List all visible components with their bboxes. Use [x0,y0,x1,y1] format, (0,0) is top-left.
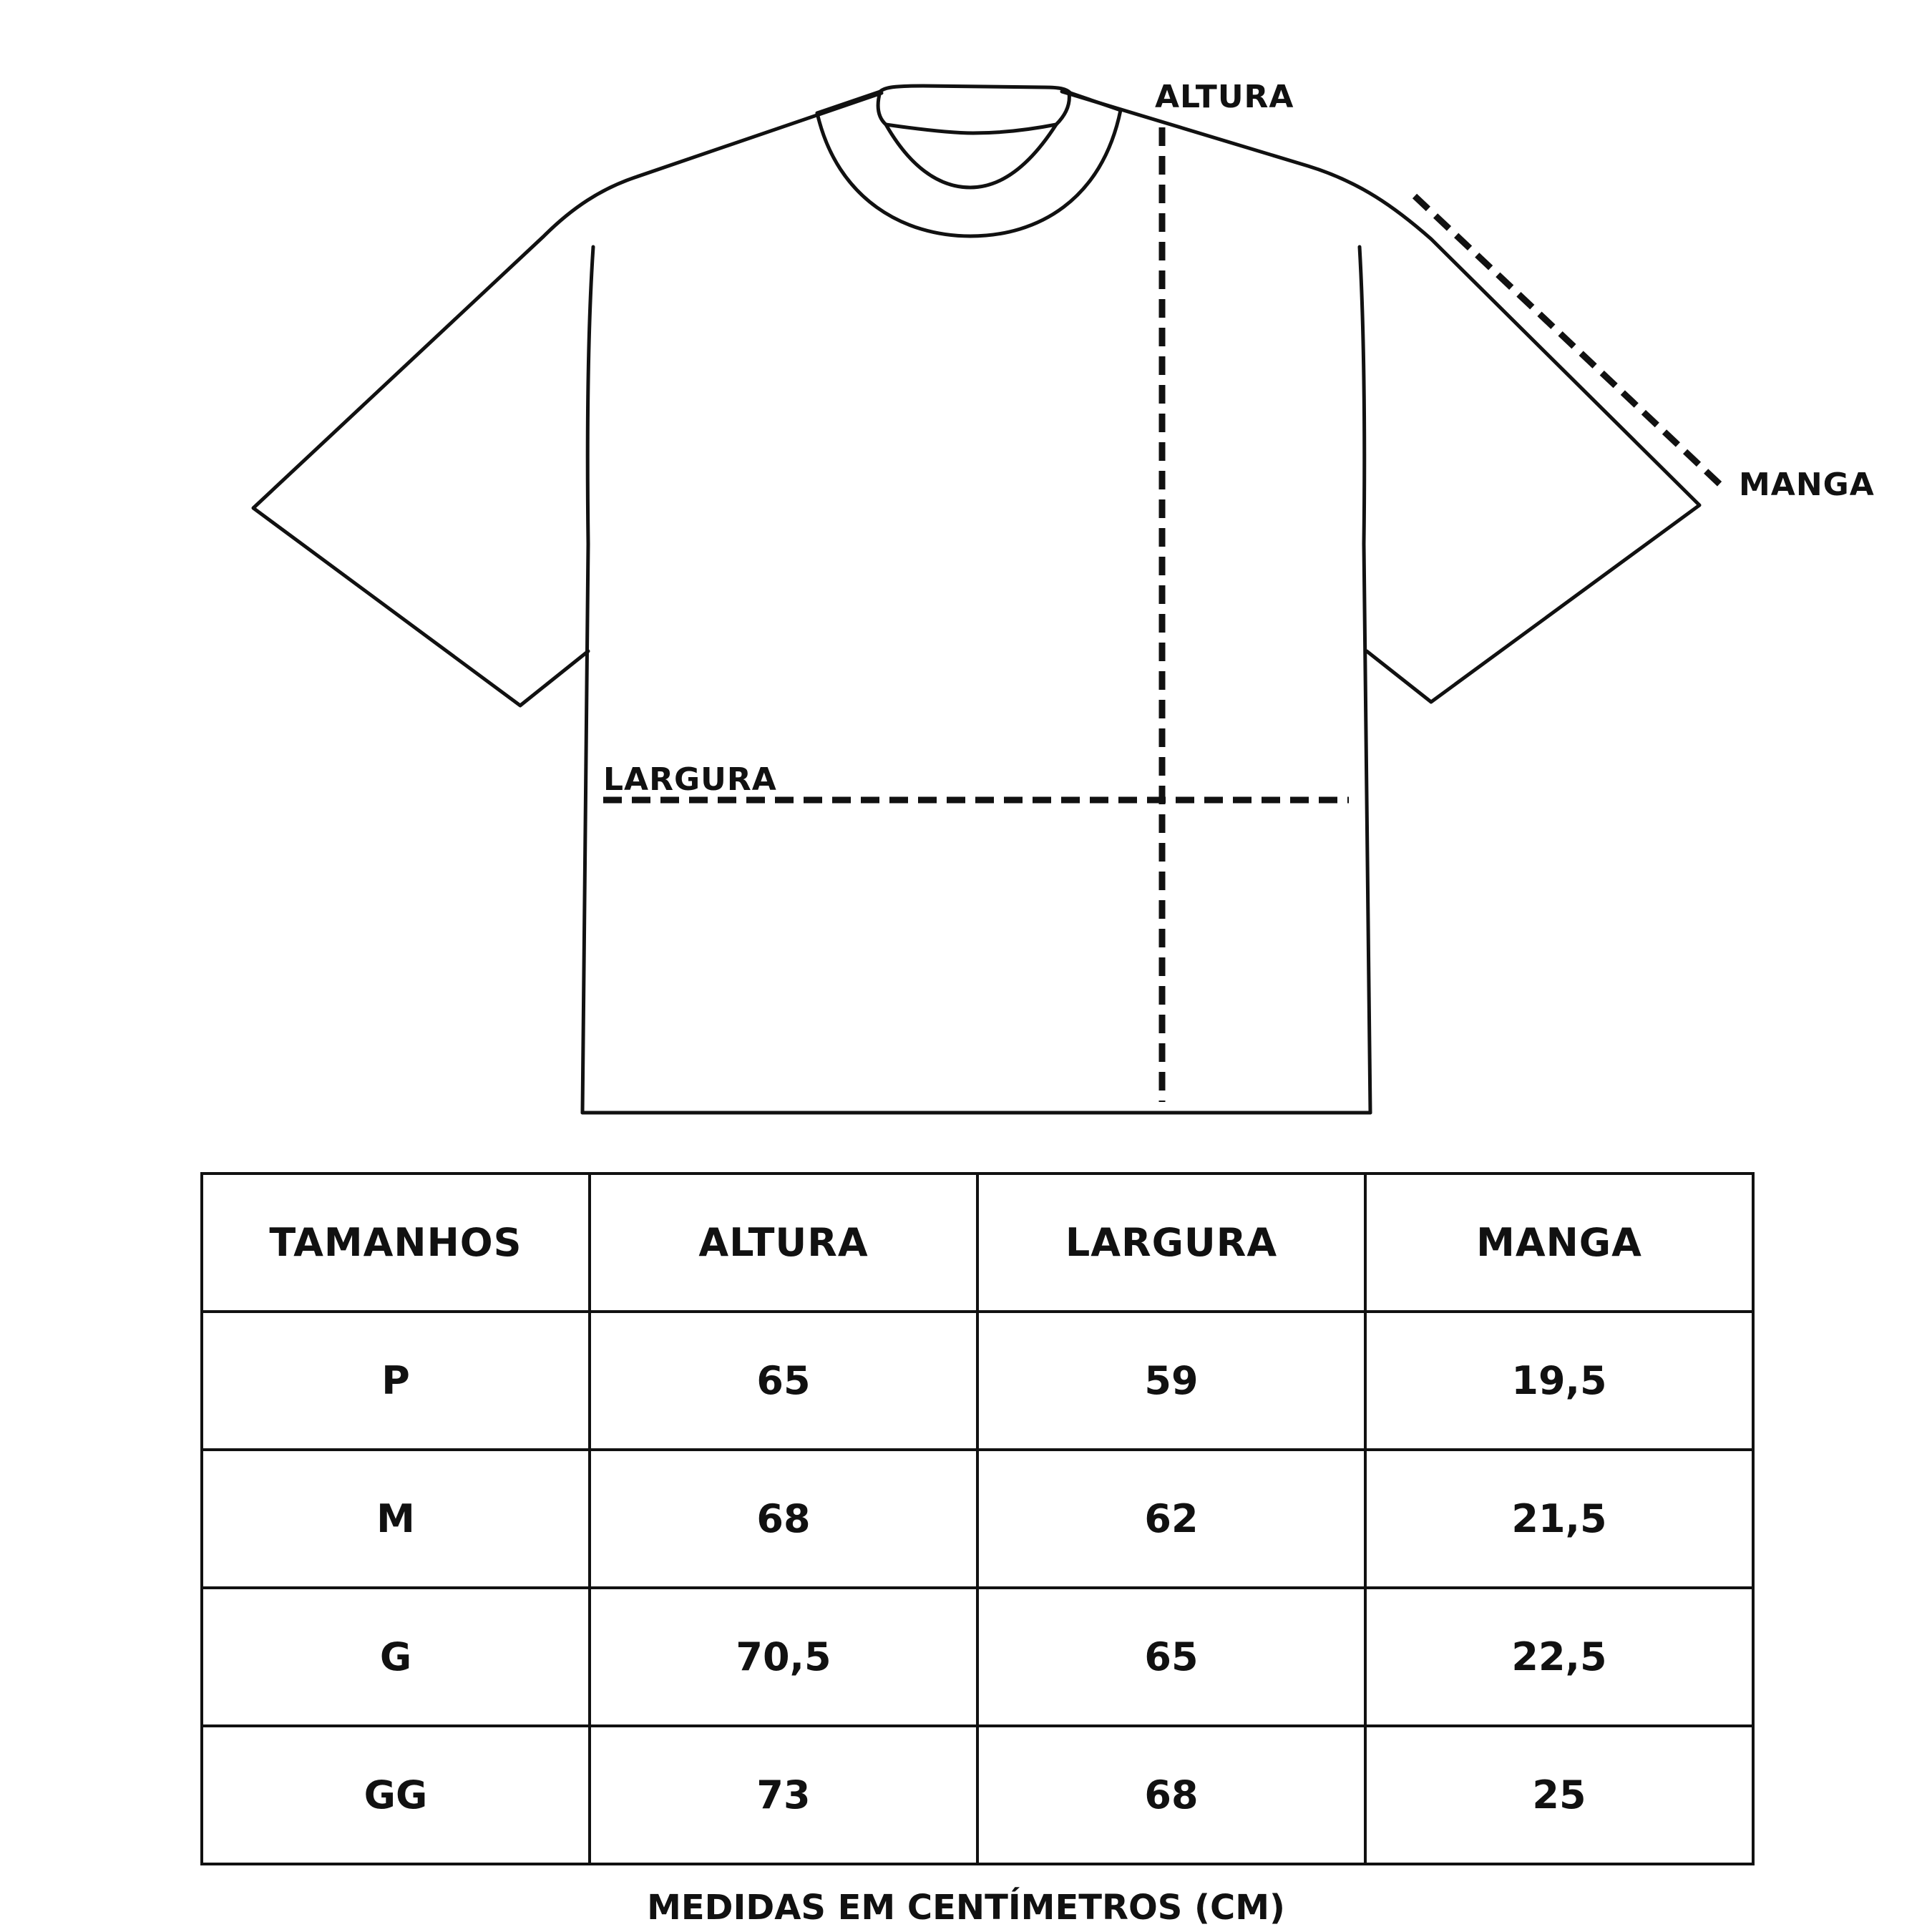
cell-largura: 65 [977,1588,1365,1726]
size-table [200,1172,1755,1865]
cell-largura: 62 [977,1450,1365,1588]
cell-manga: 19,5 [1365,1312,1753,1450]
tshirt-left-sleeve [253,93,882,706]
header-altura: ALTURA [590,1174,977,1312]
tshirt-collar-outer [817,110,1121,236]
cell-largura: 59 [977,1312,1365,1450]
manga-label: MANGA [1739,467,1875,503]
cell-size: G [202,1588,590,1726]
tshirt-collar-inner [878,92,1069,187]
cell-size: GG [202,1726,590,1864]
table-row [202,1588,1753,1726]
tshirt-left-side [582,247,593,1113]
header-largura: LARGURA [977,1174,1365,1312]
tshirt-right-sleeve [1062,92,1699,702]
table-row [202,1726,1753,1864]
manga-measurement-line [1415,196,1723,487]
cell-size: P [202,1312,590,1450]
cell-manga: 25 [1365,1726,1753,1864]
measurement-unit-note: MEDIDAS EM CENTÍMETROS (CM) [647,1888,1285,1928]
table-header-row [202,1174,1753,1312]
tshirt-collar-inner-back [886,125,1056,133]
cell-altura: 73 [590,1726,977,1864]
table-row [202,1450,1753,1588]
altura-label: ALTURA [1155,79,1294,115]
cell-largura: 68 [977,1726,1365,1864]
cell-altura: 68 [590,1450,977,1588]
cell-manga: 21,5 [1365,1450,1753,1588]
cell-altura: 70,5 [590,1588,977,1726]
cell-size: M [202,1450,590,1588]
header-tamanhos: TAMANHOS [202,1174,590,1312]
cell-altura: 65 [590,1312,977,1450]
table-row [202,1312,1753,1450]
header-manga: MANGA [1365,1174,1753,1312]
largura-label: LARGURA [603,761,777,798]
tshirt-right-side [1360,247,1370,1113]
cell-manga: 22,5 [1365,1588,1753,1726]
